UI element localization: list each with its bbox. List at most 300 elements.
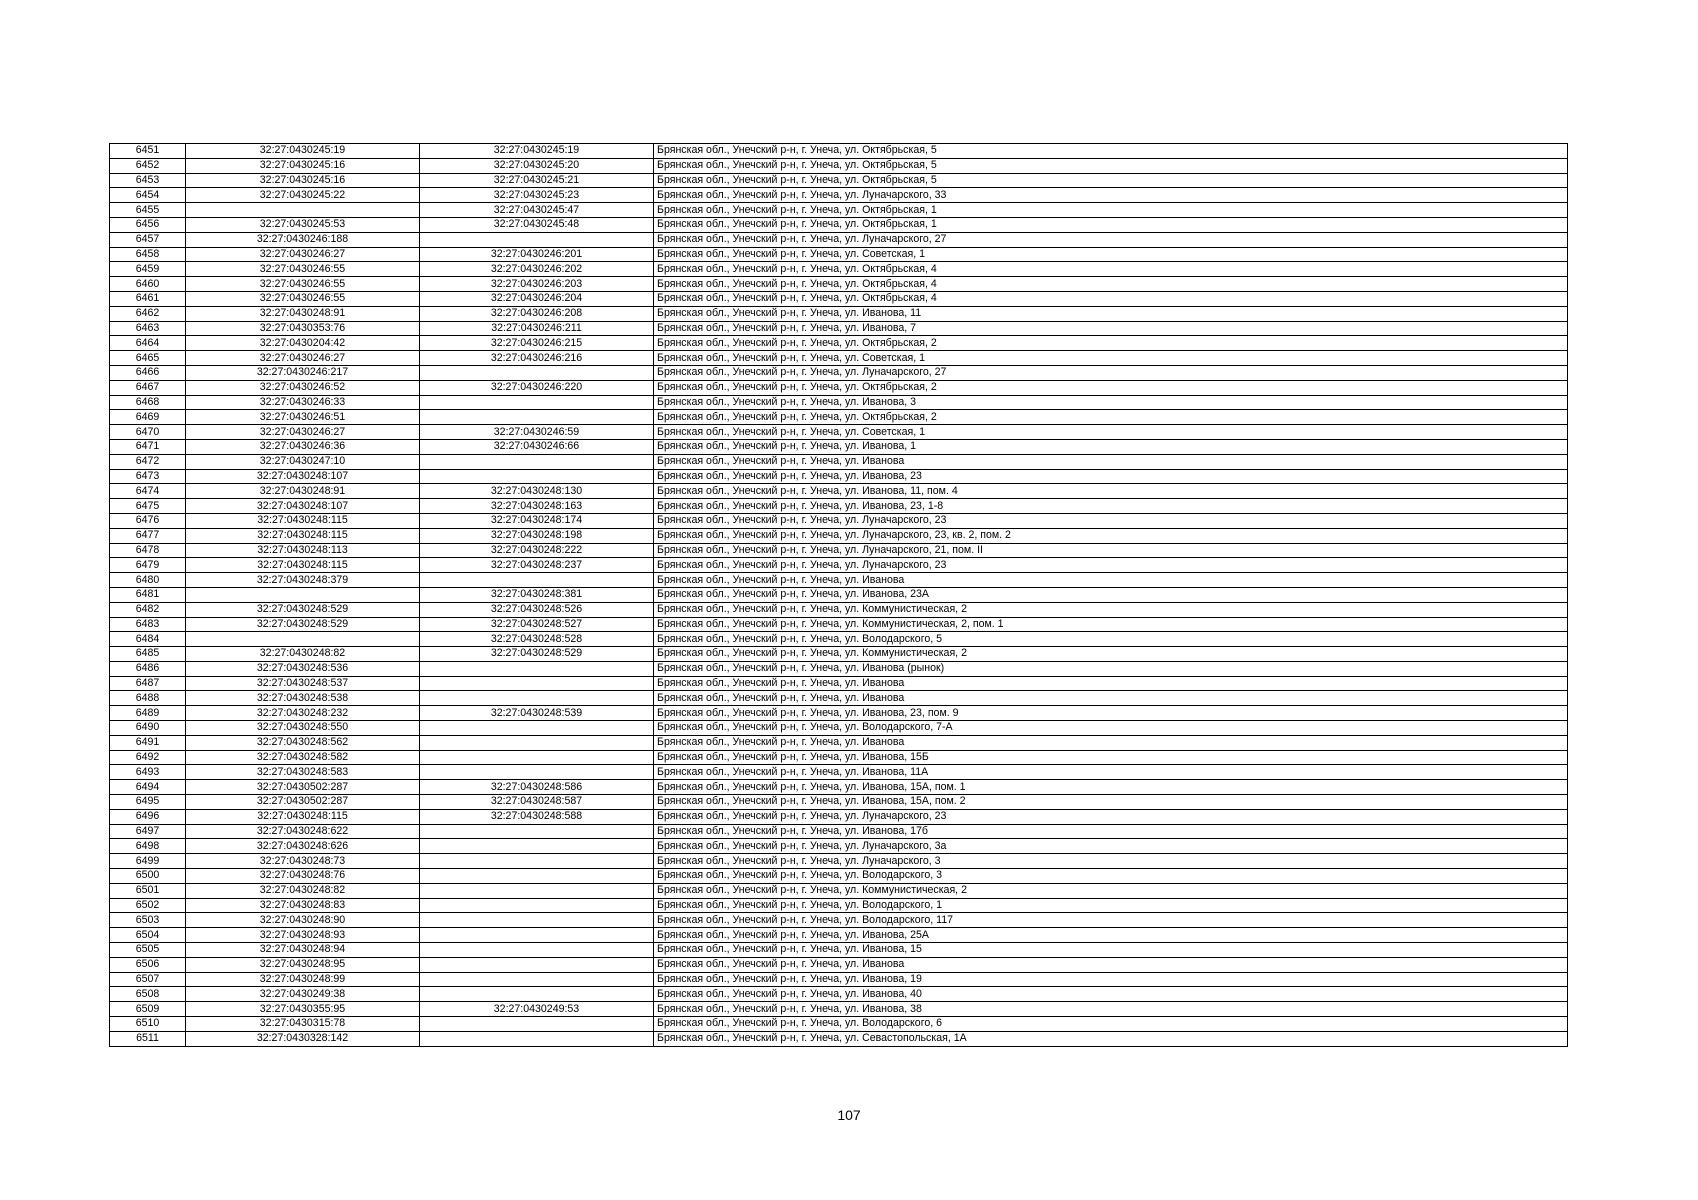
included-object-cell [420,1031,654,1046]
address-cell: Брянская обл., Унечский р-н, г. Унеча, ул. Иванова, 15А, пом. 1 [654,780,1568,795]
cadastral-number-cell: 32:27:0430245:53 [186,217,420,232]
cadastral-number-cell: 32:27:0430245:22 [186,188,420,203]
address-cell: Брянская обл., Унечский р-н, г. Унеча, ул. Иванова, 25А [654,928,1568,943]
included-object-cell: 32:27:0430249:53 [420,1002,654,1017]
cadastral-number-cell: 32:27:0430247:10 [186,454,420,469]
row-number-cell: 6477 [110,528,186,543]
included-object-cell: 32:27:0430246:66 [420,439,654,454]
included-object-cell: 32:27:0430245:21 [420,173,654,188]
address-cell: Брянская обл., Унечский р-н, г. Унеча, ул. Октябрьская, 5 [654,158,1568,173]
address-cell: Брянская обл., Унечский р-н, г. Унеча, ул. Севастопольская, 1А [654,1031,1568,1046]
cadastral-number-cell: 32:27:0430248:115 [186,809,420,824]
row-number-cell: 6507 [110,972,186,987]
address-cell: Брянская обл., Унечский р-н, г. Унеча, ул. Иванова, 38 [654,1002,1568,1017]
table-row [110,291,1568,306]
cadastral-number-cell: 32:27:0430246:55 [186,291,420,306]
address-cell: Брянская обл., Унечский р-н, г. Унеча, ул. Иванова, 19 [654,972,1568,987]
address-cell: Брянская обл., Унечский р-н, г. Унеча, ул. Октябрьская, 1 [654,217,1568,232]
included-object-cell [420,395,654,410]
row-number-cell: 6491 [110,735,186,750]
row-number-cell: 6493 [110,765,186,780]
included-object-cell: 32:27:0430246:204 [420,291,654,306]
row-number-cell: 6503 [110,913,186,928]
cadastral-number-cell: 32:27:0430246:52 [186,380,420,395]
included-object-cell: 32:27:0430248:237 [420,558,654,573]
cadastral-number-cell: 32:27:0430248:90 [186,913,420,928]
included-object-cell [420,898,654,913]
included-object-cell [420,854,654,869]
table-row [110,913,1568,928]
row-number-cell: 6471 [110,439,186,454]
cadastral-number-cell: 32:27:0430353:76 [186,321,420,336]
registry-table-body [110,144,1568,1047]
table-row [110,928,1568,943]
row-number-cell: 6456 [110,217,186,232]
row-number-cell: 6495 [110,795,186,810]
table-row [110,795,1568,810]
row-number-cell: 6494 [110,780,186,795]
table-row [110,943,1568,958]
cadastral-number-cell: 32:27:0430246:51 [186,410,420,425]
row-number-cell: 6473 [110,469,186,484]
cadastral-number-cell: 32:27:0430246:55 [186,262,420,277]
cadastral-number-cell: 32:27:0430246:27 [186,425,420,440]
cadastral-number-cell: 32:27:0430246:27 [186,247,420,262]
included-object-cell [420,869,654,884]
table-row [110,469,1568,484]
cadastral-number-cell: 32:27:0430248:95 [186,957,420,972]
row-number-cell: 6500 [110,869,186,884]
row-number-cell: 6472 [110,454,186,469]
address-cell: Брянская обл., Унечский р-н, г. Унеча, ул. Советская, 1 [654,247,1568,262]
address-cell: Брянская обл., Унечский р-н, г. Унеча, ул. Коммунистическая, 2 [654,647,1568,662]
table-row [110,647,1568,662]
address-cell: Брянская обл., Унечский р-н, г. Унеча, ул. Иванова, 15А, пом. 2 [654,795,1568,810]
cadastral-number-cell: 32:27:0430248:99 [186,972,420,987]
included-object-cell: 32:27:0430248:527 [420,617,654,632]
address-cell: Брянская обл., Унечский р-н, г. Унеча, ул. Луначарского, 23 [654,809,1568,824]
cadastral-number-cell: 32:27:0430248:73 [186,854,420,869]
row-number-cell: 6484 [110,632,186,647]
table-row [110,203,1568,218]
address-cell: Брянская обл., Унечский р-н, г. Унеча, ул. Луначарского, 23 [654,558,1568,573]
address-cell: Брянская обл., Унечский р-н, г. Унеча, ул. Октябрьская, 1 [654,203,1568,218]
included-object-cell [420,957,654,972]
row-number-cell: 6489 [110,706,186,721]
included-object-cell: 32:27:0430245:48 [420,217,654,232]
row-number-cell: 6508 [110,987,186,1002]
row-number-cell: 6488 [110,691,186,706]
included-object-cell [420,232,654,247]
address-cell: Брянская обл., Унечский р-н, г. Унеча, ул. Володарского, 5 [654,632,1568,647]
table-row [110,780,1568,795]
address-cell: Брянская обл., Унечский р-н, г. Унеча, ул. Иванова, 11, пом. 4 [654,484,1568,499]
table-row [110,676,1568,691]
row-number-cell: 6464 [110,336,186,351]
address-cell: Брянская обл., Унечский р-н, г. Унеча, ул. Советская, 1 [654,425,1568,440]
table-row [110,735,1568,750]
address-cell: Брянская обл., Унечский р-н, г. Унеча, ул. Иванова, 15Б [654,750,1568,765]
row-number-cell: 6458 [110,247,186,262]
address-cell: Брянская обл., Унечский р-н, г. Унеча, ул. Луначарского, 33 [654,188,1568,203]
row-number-cell: 6511 [110,1031,186,1046]
table-row [110,336,1568,351]
table-row [110,721,1568,736]
table-row [110,217,1568,232]
cadastral-number-cell: 32:27:0430246:27 [186,351,420,366]
included-object-cell: 32:27:0430248:539 [420,706,654,721]
table-row [110,306,1568,321]
row-number-cell: 6476 [110,513,186,528]
included-object-cell: 32:27:0430246:203 [420,277,654,292]
row-number-cell: 6470 [110,425,186,440]
cadastral-number-cell: 32:27:0430246:188 [186,232,420,247]
table-row [110,957,1568,972]
table-row [110,706,1568,721]
included-object-cell: 32:27:0430248:586 [420,780,654,795]
cadastral-number-cell: 32:27:0430248:562 [186,735,420,750]
cadastral-number-cell: 32:27:0430246:33 [186,395,420,410]
table-row [110,1017,1568,1032]
row-number-cell: 6496 [110,809,186,824]
cadastral-number-cell: 32:27:0430328:142 [186,1031,420,1046]
cadastral-number-cell: 32:27:0430248:91 [186,306,420,321]
row-number-cell: 6497 [110,824,186,839]
table-row [110,173,1568,188]
cadastral-number-cell [186,587,420,602]
included-object-cell: 32:27:0430248:588 [420,809,654,824]
address-cell: Брянская обл., Унечский р-н, г. Унеча, ул. Иванова, 7 [654,321,1568,336]
included-object-cell [420,928,654,943]
address-cell: Брянская обл., Унечский р-н, г. Унеча, ул. Володарского, 1 [654,898,1568,913]
included-object-cell [420,721,654,736]
row-number-cell: 6499 [110,854,186,869]
row-number-cell: 6462 [110,306,186,321]
row-number-cell: 6465 [110,351,186,366]
address-cell: Брянская обл., Унечский р-н, г. Унеча, ул. Советская, 1 [654,351,1568,366]
table-row [110,543,1568,558]
address-cell: Брянская обл., Унечский р-н, г. Унеча, ул. Луначарского, 21, пом. II [654,543,1568,558]
row-number-cell: 6504 [110,928,186,943]
row-number-cell: 6510 [110,1017,186,1032]
table-row [110,691,1568,706]
cadastral-number-cell: 32:27:0430248:91 [186,484,420,499]
address-cell: Брянская обл., Унечский р-н, г. Унеча, ул. Иванова [654,691,1568,706]
included-object-cell [420,913,654,928]
address-cell: Брянская обл., Унечский р-н, г. Унеча, ул. Октябрьская, 5 [654,173,1568,188]
address-cell: Брянская обл., Унечский р-н, г. Унеча, ул. Октябрьская, 5 [654,144,1568,159]
registry-table [109,143,1568,1047]
row-number-cell: 6481 [110,587,186,602]
cadastral-number-cell [186,203,420,218]
address-cell: Брянская обл., Унечский р-н, г. Унеча, ул. Иванова (рынок) [654,661,1568,676]
address-cell: Брянская обл., Унечский р-н, г. Унеча, ул. Иванова [654,735,1568,750]
cadastral-number-cell: 32:27:0430248:537 [186,676,420,691]
cadastral-number-cell: 32:27:0430248:622 [186,824,420,839]
table-row [110,321,1568,336]
included-object-cell [420,735,654,750]
included-object-cell [420,883,654,898]
included-object-cell: 32:27:0430248:174 [420,513,654,528]
included-object-cell [420,410,654,425]
included-object-cell [420,824,654,839]
address-cell: Брянская обл., Унечский р-н, г. Унеча, ул. Октябрьская, 4 [654,262,1568,277]
address-cell: Брянская обл., Унечский р-н, г. Унеча, ул. Иванова [654,573,1568,588]
included-object-cell: 32:27:0430248:528 [420,632,654,647]
address-cell: Брянская обл., Унечский р-н, г. Унеча, ул. Луначарского, 23, кв. 2, пом. 2 [654,528,1568,543]
address-cell: Брянская обл., Унечский р-н, г. Унеча, ул. Коммунистическая, 2 [654,602,1568,617]
cadastral-number-cell: 32:27:0430502:287 [186,780,420,795]
cadastral-number-cell: 32:27:0430248:379 [186,573,420,588]
address-cell: Брянская обл., Унечский р-н, г. Унеча, ул. Иванова, 17б [654,824,1568,839]
included-object-cell [420,987,654,1002]
row-number-cell: 6487 [110,676,186,691]
included-object-cell: 32:27:0430248:198 [420,528,654,543]
row-number-cell: 6480 [110,573,186,588]
cadastral-number-cell: 32:27:0430248:76 [186,869,420,884]
table-row [110,380,1568,395]
included-object-cell [420,469,654,484]
included-object-cell: 32:27:0430248:529 [420,647,654,662]
row-number-cell: 6479 [110,558,186,573]
cadastral-number-cell: 32:27:0430248:107 [186,499,420,514]
table-row [110,750,1568,765]
cadastral-number-cell: 32:27:0430248:107 [186,469,420,484]
table-row [110,365,1568,380]
table-row [110,1031,1568,1046]
included-object-cell: 32:27:0430248:381 [420,587,654,602]
cadastral-number-cell [186,632,420,647]
row-number-cell: 6466 [110,365,186,380]
table-row [110,809,1568,824]
table-row [110,351,1568,366]
included-object-cell: 32:27:0430246:215 [420,336,654,351]
row-number-cell: 6461 [110,291,186,306]
address-cell: Брянская обл., Унечский р-н, г. Унеча, ул. Володарского, 6 [654,1017,1568,1032]
table-row [110,262,1568,277]
row-number-cell: 6502 [110,898,186,913]
address-cell: Брянская обл., Унечский р-н, г. Унеча, ул. Володарского, 7-А [654,721,1568,736]
address-cell: Брянская обл., Унечский р-н, г. Унеча, ул. Иванова, 11 [654,306,1568,321]
included-object-cell: 32:27:0430248:130 [420,484,654,499]
address-cell: Брянская обл., Унечский р-н, г. Унеча, ул. Октябрьская, 4 [654,291,1568,306]
table-row [110,661,1568,676]
table-row [110,854,1568,869]
address-cell: Брянская обл., Унечский р-н, г. Унеча, ул. Октябрьская, 2 [654,380,1568,395]
address-cell: Брянская обл., Унечский р-н, г. Унеча, ул. Володарского, 3 [654,869,1568,884]
address-cell: Брянская обл., Унечский р-н, г. Унеча, ул. Луначарского, 3а [654,839,1568,854]
table-row [110,573,1568,588]
included-object-cell: 32:27:0430248:163 [420,499,654,514]
table-row [110,528,1568,543]
address-cell: Брянская обл., Унечский р-н, г. Унеча, ул. Октябрьская, 2 [654,410,1568,425]
address-cell: Брянская обл., Унечский р-н, г. Унеча, ул. Иванова, 40 [654,987,1568,1002]
row-number-cell: 6483 [110,617,186,632]
included-object-cell: 32:27:0430245:19 [420,144,654,159]
table-row [110,247,1568,262]
included-object-cell [420,676,654,691]
included-object-cell: 32:27:0430246:202 [420,262,654,277]
address-cell: Брянская обл., Унечский р-н, г. Унеча, ул. Октябрьская, 2 [654,336,1568,351]
cadastral-number-cell: 32:27:0430204:42 [186,336,420,351]
row-number-cell: 6509 [110,1002,186,1017]
included-object-cell: 32:27:0430246:208 [420,306,654,321]
cadastral-number-cell: 32:27:0430248:83 [186,898,420,913]
included-object-cell: 32:27:0430246:201 [420,247,654,262]
row-number-cell: 6451 [110,144,186,159]
row-number-cell: 6463 [110,321,186,336]
cadastral-number-cell: 32:27:0430248:582 [186,750,420,765]
included-object-cell [420,661,654,676]
included-object-cell [420,972,654,987]
cadastral-number-cell: 32:27:0430245:19 [186,144,420,159]
cadastral-number-cell: 32:27:0430355:95 [186,1002,420,1017]
included-object-cell [420,454,654,469]
row-number-cell: 6469 [110,410,186,425]
table-row [110,425,1568,440]
table-row [110,587,1568,602]
row-number-cell: 6506 [110,957,186,972]
address-cell: Брянская обл., Унечский р-н, г. Унеча, ул. Коммунистическая, 2 [654,883,1568,898]
address-cell: Брянская обл., Унечский р-н, г. Унеча, ул. Луначарского, 27 [654,232,1568,247]
row-number-cell: 6455 [110,203,186,218]
cadastral-number-cell: 32:27:0430246:217 [186,365,420,380]
table-row [110,898,1568,913]
table-row [110,277,1568,292]
included-object-cell: 32:27:0430246:216 [420,351,654,366]
row-number-cell: 6474 [110,484,186,499]
table-row [110,484,1568,499]
address-cell: Брянская обл., Унечский р-н, г. Унеча, ул. Иванова, 23А [654,587,1568,602]
row-number-cell: 6475 [110,499,186,514]
row-number-cell: 6467 [110,380,186,395]
table-row [110,972,1568,987]
row-number-cell: 6505 [110,943,186,958]
page-number: 107 [837,1107,861,1123]
cadastral-number-cell: 32:27:0430502:287 [186,795,420,810]
address-cell: Брянская обл., Унечский р-н, г. Унеча, ул. Иванова [654,957,1568,972]
table-row [110,232,1568,247]
address-cell: Брянская обл., Унечский р-н, г. Унеча, ул. Луначарского, 3 [654,854,1568,869]
cadastral-number-cell: 32:27:0430248:82 [186,883,420,898]
table-row [110,617,1568,632]
cadastral-number-cell: 32:27:0430248:232 [186,706,420,721]
table-row [110,439,1568,454]
address-cell: Брянская обл., Унечский р-н, г. Унеча, ул. Иванова [654,454,1568,469]
address-cell: Брянская обл., Унечский р-н, г. Унеча, ул. Иванова, 23 [654,469,1568,484]
included-object-cell: 32:27:0430248:587 [420,795,654,810]
cadastral-number-cell: 32:27:0430248:94 [186,943,420,958]
address-cell: Брянская обл., Унечский р-н, г. Унеча, ул. Иванова, 23, пом. 9 [654,706,1568,721]
address-cell: Брянская обл., Унечский р-н, г. Унеча, ул. Иванова, 23, 1-8 [654,499,1568,514]
table-row [110,410,1568,425]
included-object-cell: 32:27:0430248:222 [420,543,654,558]
address-cell: Брянская обл., Унечский р-н, г. Унеча, ул. Иванова, 11А [654,765,1568,780]
row-number-cell: 6486 [110,661,186,676]
row-number-cell: 6498 [110,839,186,854]
included-object-cell [420,365,654,380]
row-number-cell: 6478 [110,543,186,558]
cadastral-number-cell: 32:27:0430248:529 [186,617,420,632]
table-row [110,513,1568,528]
table-row [110,144,1568,159]
table-row [110,558,1568,573]
included-object-cell: 32:27:0430245:20 [420,158,654,173]
table-row [110,987,1568,1002]
included-object-cell [420,750,654,765]
included-object-cell: 32:27:0430245:23 [420,188,654,203]
address-cell: Брянская обл., Унечский р-н, г. Унеча, ул. Иванова, 1 [654,439,1568,454]
row-number-cell: 6452 [110,158,186,173]
row-number-cell: 6501 [110,883,186,898]
address-cell: Брянская обл., Унечский р-н, г. Унеча, ул. Октябрьская, 4 [654,277,1568,292]
cadastral-number-cell: 32:27:0430246:55 [186,277,420,292]
table-row [110,765,1568,780]
cadastral-number-cell: 32:27:0430248:113 [186,543,420,558]
cadastral-number-cell: 32:27:0430248:115 [186,558,420,573]
row-number-cell: 6492 [110,750,186,765]
address-cell: Брянская обл., Унечский р-н, г. Унеча, ул. Иванова, 15 [654,943,1568,958]
cadastral-number-cell: 32:27:0430245:16 [186,158,420,173]
table-row [110,188,1568,203]
cadastral-number-cell: 32:27:0430248:115 [186,513,420,528]
included-object-cell: 32:27:0430246:59 [420,425,654,440]
table-row [110,395,1568,410]
included-object-cell: 32:27:0430245:47 [420,203,654,218]
address-cell: Брянская обл., Унечский р-н, г. Унеча, ул. Володарского, 117 [654,913,1568,928]
included-object-cell: 32:27:0430248:526 [420,602,654,617]
row-number-cell: 6468 [110,395,186,410]
address-cell: Брянская обл., Унечский р-н, г. Унеча, ул. Коммунистическая, 2, пом. 1 [654,617,1568,632]
cadastral-number-cell: 32:27:0430245:16 [186,173,420,188]
row-number-cell: 6485 [110,647,186,662]
included-object-cell [420,691,654,706]
table-row [110,824,1568,839]
row-number-cell: 6490 [110,721,186,736]
cadastral-number-cell: 32:27:0430248:82 [186,647,420,662]
address-cell: Брянская обл., Унечский р-н, г. Унеча, ул. Иванова, 3 [654,395,1568,410]
table-row [110,632,1568,647]
cadastral-number-cell: 32:27:0430248:93 [186,928,420,943]
cadastral-number-cell: 32:27:0430249:38 [186,987,420,1002]
address-cell: Брянская обл., Унечский р-н, г. Унеча, ул. Луначарского, 27 [654,365,1568,380]
cadastral-number-cell: 32:27:0430248:626 [186,839,420,854]
table-row [110,499,1568,514]
cadastral-number-cell: 32:27:0430248:115 [186,528,420,543]
table-row [110,602,1568,617]
row-number-cell: 6457 [110,232,186,247]
table-row [110,158,1568,173]
row-number-cell: 6482 [110,602,186,617]
address-cell: Брянская обл., Унечский р-н, г. Унеча, ул. Иванова [654,676,1568,691]
row-number-cell: 6453 [110,173,186,188]
included-object-cell [420,573,654,588]
included-object-cell [420,765,654,780]
included-object-cell [420,1017,654,1032]
cadastral-number-cell: 32:27:0430248:550 [186,721,420,736]
cadastral-number-cell: 32:27:0430248:538 [186,691,420,706]
included-object-cell: 32:27:0430246:211 [420,321,654,336]
cadastral-number-cell: 32:27:0430248:536 [186,661,420,676]
table-row [110,1002,1568,1017]
table-row [110,883,1568,898]
included-object-cell: 32:27:0430246:220 [420,380,654,395]
table-row [110,869,1568,884]
table-row [110,839,1568,854]
row-number-cell: 6459 [110,262,186,277]
cadastral-number-cell: 32:27:0430248:583 [186,765,420,780]
row-number-cell: 6454 [110,188,186,203]
